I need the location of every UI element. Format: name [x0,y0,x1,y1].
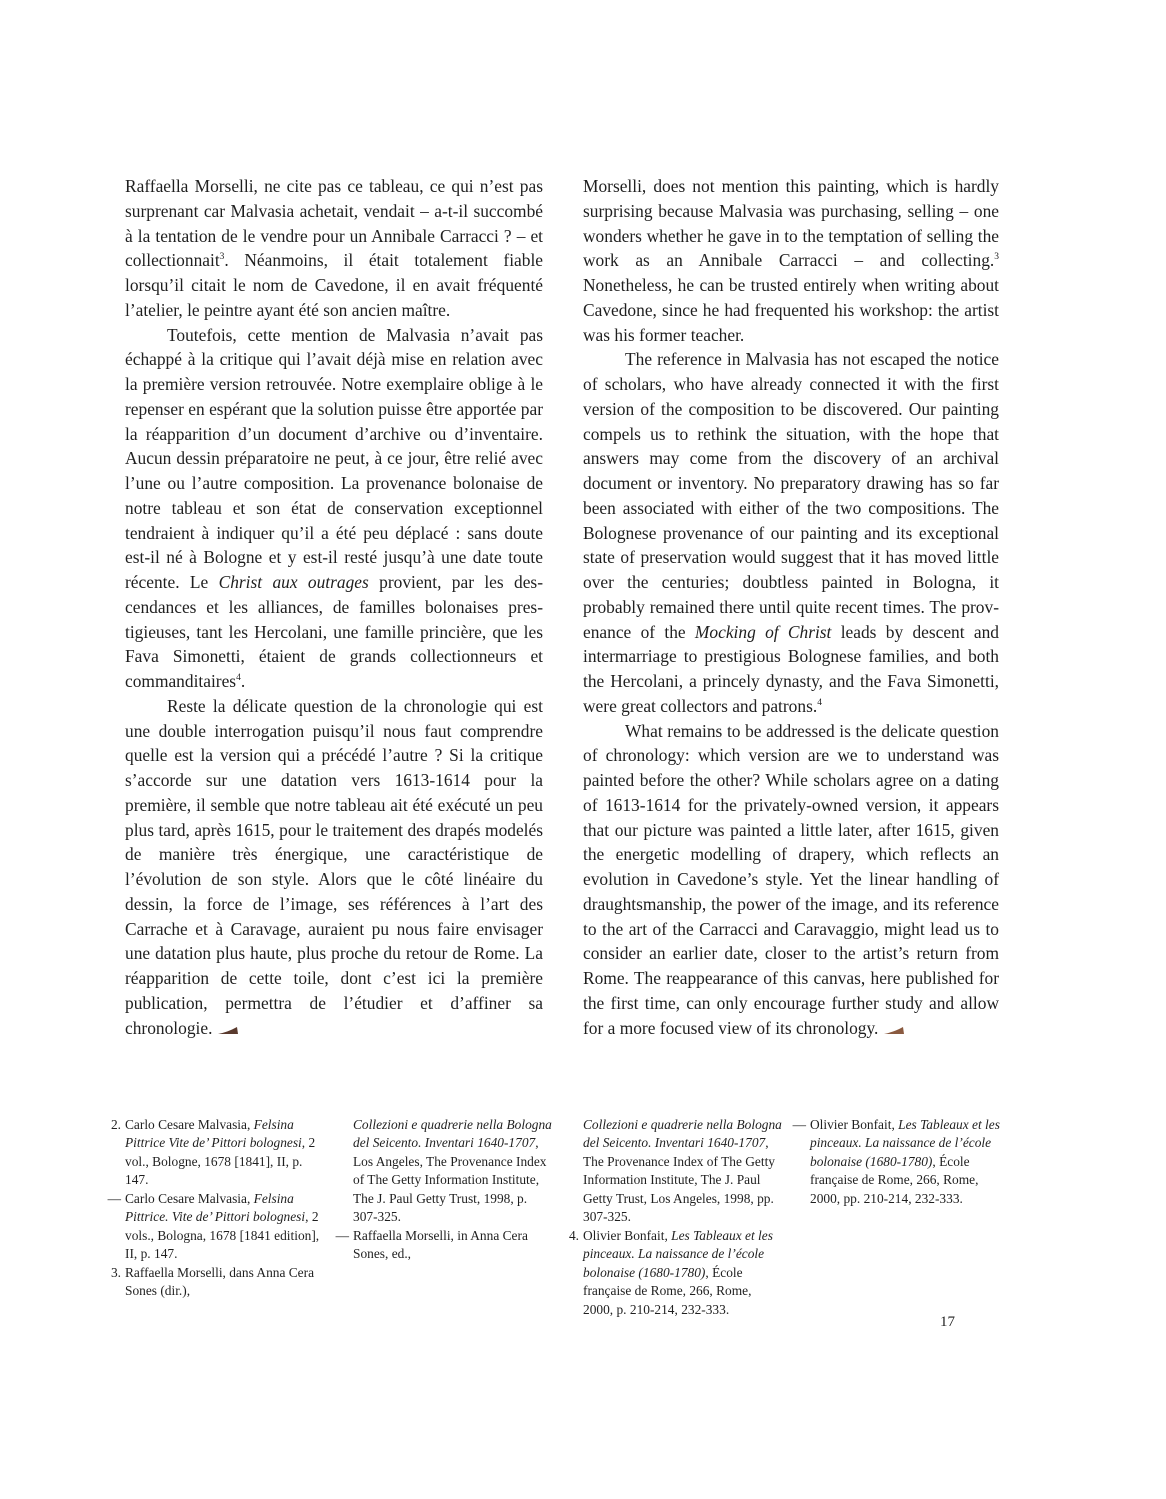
french-paragraph-1 [125,174,543,323]
footnote-ref[interactable]: 3 [994,252,999,263]
footnote-2 [110,1116,325,1190]
footnote-3-english-continued [583,1116,783,1227]
book-title: Les Tableaux et les pinceaux. La naissance de l’école bolonaise (1680-1780) [810,1117,1000,1169]
footnote-number: 2. [110,1117,121,1132]
english-paragraph-3 [583,719,999,1041]
book-title: Collezioni e quadrerie nella Bologna del Seicento. Inventari 1640-1707 [583,1117,782,1151]
book-title: Felsina Pittrice. Vite de’ Pittori bolognesi [125,1190,306,1225]
footnotes-column-4 [792,1116,1010,1208]
footnote-number: 4. [568,1227,579,1243]
text: , Los Angeles, The Provenance Index of The Getty Information Institute, The J. Paul Getty Trust, 1998, p. 307-325. [353,1135,547,1225]
text: Raffaella Morselli, in Anna Cera Sones, ed., [353,1227,528,1262]
text: Reste la délicate question de la chronologie qui est une double interrogation puisqu’il nous faut comprendre quelle est la version qui a précédé l’autre ? Si la critique s’accorde sur une datation vers 1613-1614 pour la première, il semble que notre tableau ait été exécuté un peu plus tard, après 1615, pour le traitement des drapés modelés de manière très énergique, une caractéristique de l’évolution de son style. Alors que le côté linéaire du dessin, la force de l’image, ses références à l’art des Carrache et à Caravage, auraient pu nous faire envisager une datation plus haute, plus proche du retour de Rome. La réapparition de cette toile, dont c’est ici la première publication, permettra de l’étudier et d’affiner sa chronologie. [125,695,543,1038]
footnote-dash: — [792,1117,806,1132]
text: Nonetheless, he can be trusted entirely when writing about Cavedone, since he had frequented his workshop: the artist was his former teacher. [583,275,999,345]
artwork-title: Christ aux outrages [218,572,369,592]
text: . Néanmoins, il était totalement fiable lorsqu’il citait le nom de Cavedone, il en avait fréquenté l’atelier, le peintre ayant été son ancien maître. [125,250,543,320]
footnote-4-english [792,1116,1010,1208]
text: , The Provenance Index of The Getty Information Institute, The J. Paul Getty Trust, Los Angeles, 1998, pp. 307-325. [583,1135,775,1225]
footnote-3-english [335,1227,553,1264]
french-paragraph-2 [125,323,543,694]
text: , 2 vol., Bologne, 1678 [1841], II, p. 147. [125,1135,316,1188]
footnote-4 [568,1227,783,1319]
book-title: Les Tableaux et les pinceaux. La naissance de l’école bolonaise (1680-1780) [583,1227,773,1280]
text: Olivier Bonfait, [583,1227,672,1243]
english-paragraph-1 [583,174,999,347]
text: Raffaella Morselli, dans Anna Cera Sones (dir.), [125,1264,315,1299]
text: provient, par les descendances et les alliances, de familles bolonaises prestigieuses, tant les Hercolani, une famille princière, que les Fava Simonetti, étaient de grands collectionneurs et commanditaires [125,572,543,691]
text: Carlo Cesare Malvasia, [125,1190,254,1206]
french-paragraph-3 [125,694,543,1041]
text: Toutefois, cette mention de Malvasia n’avait pas échappé à la critique qui l’avait déjà mise en relation avec la première version retrouvée. Notre exemplaire oblige à le repenser en espérant que la solution puisse être apportée par la réapparition d’un document d’archive ou d’inventaire. Aucun dessin préparatoire ne peut, à ce jour, être relié avec l’une ou l’autre composition. La provenance bolonaise de notre tableau et son état de conservation exceptionnel tendraient à indiquer qu’il a été peu déplacé : sans doute est-il né à Bologne et y est-il resté jusqu’à une date toute récente. Le [125,324,543,592]
book-title: Felsina Pittrice Vite de’ Pittori bolognesi [125,1117,302,1151]
footnote-dash: — [107,1190,121,1206]
text: . [240,671,246,691]
footnote-2-english [107,1190,325,1264]
footnotes-column-2 [335,1116,553,1264]
french-text-column [125,174,543,1040]
text: The reference in Malvasia has not escaped the notice of scholars, who have already connected it with the first version of the composition to be discovered. Our painting compels us to rethink the situation, with the hope that answers may come from the discovery of an archival document or inventory. No preparatory drawing has so far been associated with either of the two compositions. The Bolognese provenance of our painting and its exceptional state of preservation would suggest that it has moved little over the centuries; doubtless painted in Bologna, it probably remained there until quite recent times. The provenance of the [583,349,999,642]
artwork-title: Mocking of Christ [694,621,832,642]
footnote-ref[interactable]: 4 [817,697,822,708]
footnote-3-continued [353,1116,553,1227]
footnote-number: 3. [110,1264,121,1280]
footnotes-column-1 [107,1116,325,1301]
end-of-text-mark-icon [884,1027,904,1035]
text: leads by descent and intermarriage to prestigious Bolognese families, and both the Hercolani, a princely dynasty, and the Fava Simonetti, were great collectors and patrons. [583,621,1000,716]
text: Olivier Bonfait, [810,1117,899,1132]
book-title: Collezioni e quadrerie nella Bologna del Seicento. Inventari 1640-1707 [353,1117,552,1151]
end-of-text-mark-icon [218,1027,238,1035]
footnote-ref[interactable]: 3 [219,252,225,263]
text: Morselli, does not mention this painting, which is hardly surprising because Malvasia was purchasing, selling – one wonders whether he gave in to the temptation of selling the work as an Annibale Carracci – and collecting. [583,176,999,271]
footnote-dash: — [335,1227,349,1243]
footnotes-column-3 [568,1116,783,1319]
footnote-ref[interactable]: 4 [236,673,241,684]
text: , 2 vols., Bologna, 1678 [1841 edition], II, p. 147. [125,1209,320,1262]
english-paragraph-2 [583,347,999,718]
footnote-3 [110,1264,325,1301]
text: , École française de Rome, 266, Rome, 2000, pp. 210-214, 232-333. [810,1153,979,1206]
text: What remains to be addressed is the delicate question of chronology: which version are we to understand was painted before the other? While scholars agree on a dating of 1613-1614 for the privately-owned version, it appears that our picture was painted a little later, after 1615, given the energetic modelling of drapery, which reflects an evolution in Cavedone’s style. Yet the linear handling of draughtsmanship, the power of the image, and its reference to the art of the Carracci and Caravaggio, might lead us to consider an earlier date, closer to the artist’s return from Rome. The reappearance of this canvas, here published for the first time, can only encourage further study and allow for a more focused view of its chronology. [583,720,999,1038]
text: Raffaella Morselli, ne cite pas ce tableau, ce qui n’est pas surprenant car Malvasia achetait, vendait – a-t-il succombé à la tentation de le vendre pour un Annibale Carracci ? – et collectionnait [125,176,543,271]
text: , École française de Rome, 266, Rome, 2000, p. 210-214, 232-333. [583,1264,752,1317]
text: Carlo Cesare Malvasia, [125,1117,254,1132]
english-text-column [583,174,999,1040]
page-number: 17 [940,1314,955,1330]
